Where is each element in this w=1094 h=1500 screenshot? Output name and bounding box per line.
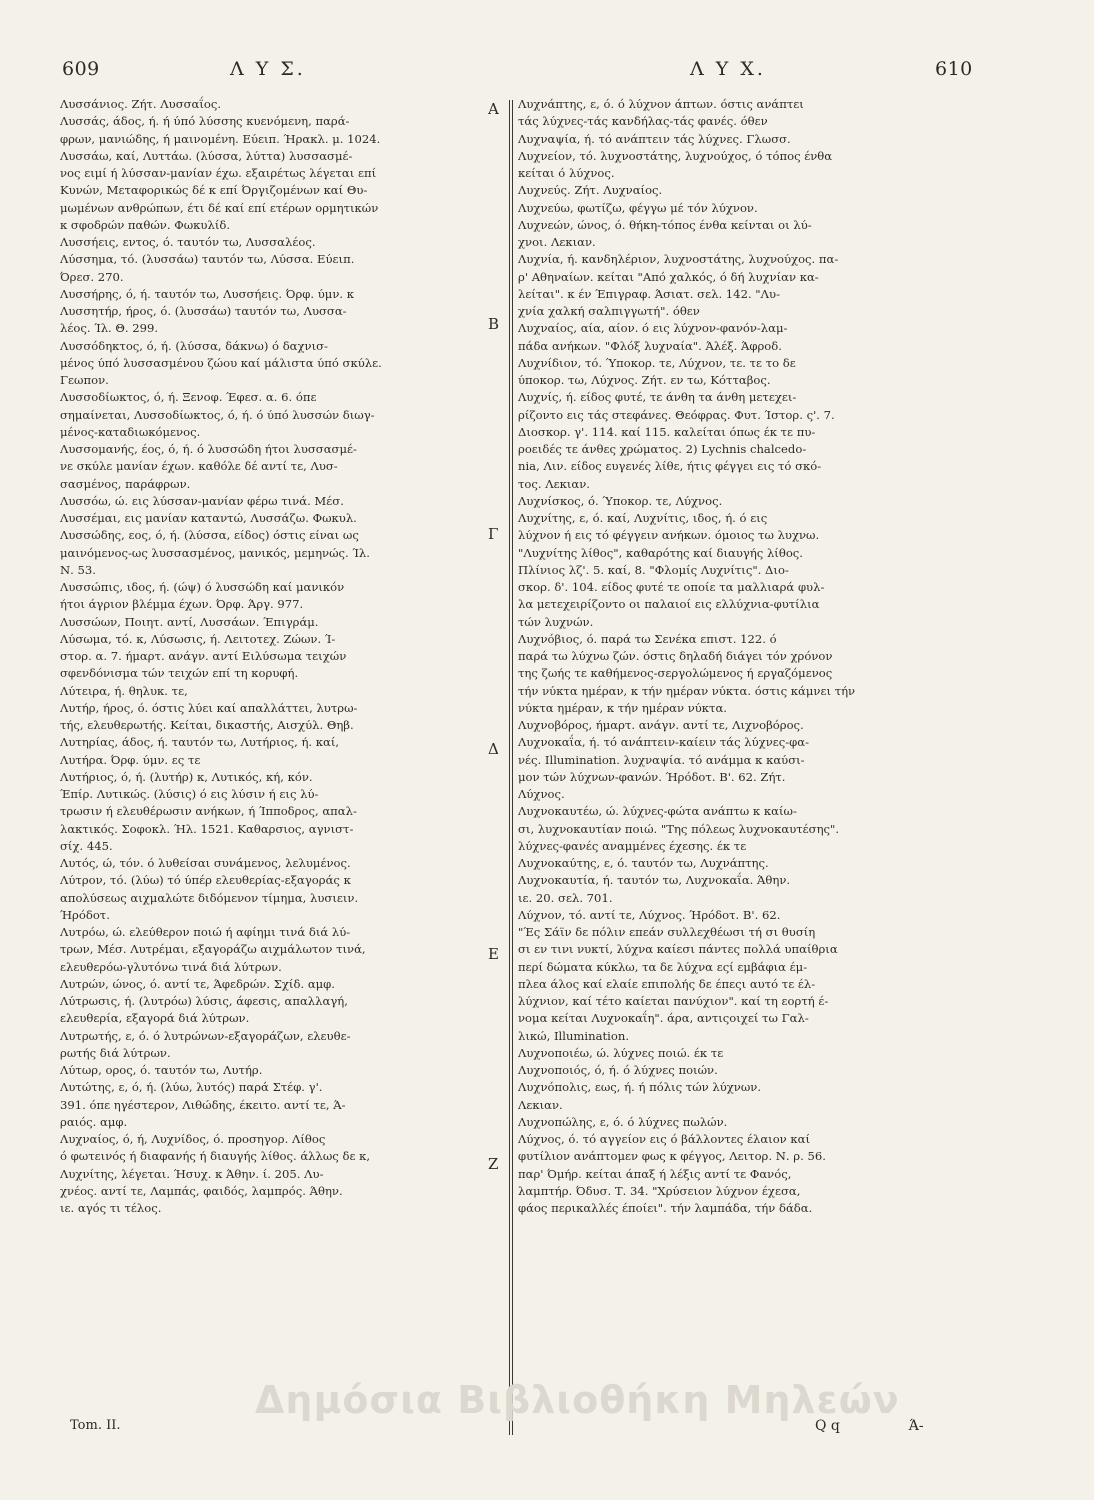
- text-line: Λύσσημα, τό. (λυσσάω) ταυτόν τω, Λύσσα. Εύειπ.: [60, 252, 355, 267]
- text-line: Λυσσομανής, έος, ό, ή. ό λυσσώδη ήτοι λυσσασμέ-: [60, 442, 357, 456]
- catchword: Ά-: [908, 1418, 924, 1434]
- running-head-right: Λ Υ Χ.: [690, 58, 766, 80]
- text-line: νύκτα ημέραν, κ τήν ημέραν νύκτα.: [518, 700, 727, 715]
- text-line: πάδα ανήκων. "Φλόξ λυχναία". Άλέξ. Άφροδ.: [518, 338, 782, 353]
- text-line: περί δώματα κύκλω, τα δε λύχνα εςί εμβάφια έμ-: [518, 959, 808, 974]
- text-line: λείται". κ έν Έπιγραφ. Άσιατ. σελ. 142. "Λυ-: [518, 286, 780, 301]
- text-line: Λύχνος.: [518, 787, 565, 801]
- text-line: παρ' Όμήρ. κείται άπαξ ή λέξις αντί τε Φανός,: [518, 1166, 792, 1181]
- section-letter: Α: [488, 100, 499, 118]
- text-line: Λυχνεύω, φωτίζω, φέγγω μέ τόν λύχνον.: [518, 200, 758, 215]
- text-line: Λυχνίσκος, ό. Ύποκορ. τε, Λύχνος.: [518, 493, 723, 508]
- text-line: τρωσιν ή ελευθέρωσιν ανήκων, ή Ίπποδρος, απαλ-: [60, 804, 357, 819]
- text-line: Λύτειρα, ή. θηλυκ. τε,: [60, 683, 188, 698]
- text-line: Λυχνίτης, λέγεται. Ήσυχ. κ Άθην. ί. 205. Λυ-: [60, 1166, 324, 1181]
- section-letter: Ζ: [488, 1155, 499, 1173]
- text-line: σφενδόνισμα τών τειχών επί τη κορυφή.: [60, 666, 299, 681]
- text-line: Λύχνος, ό. τό αγγείον εις ό βάλλοντες έλαιον καί: [518, 1132, 811, 1146]
- text-line: Διοσκορ. γ'. 114. καί 115. καλείται όπως έκ τε πυ-: [518, 424, 816, 439]
- text-line: Λυχνεύς. Ζήτ. Λυχναίος.: [518, 183, 663, 198]
- text-line: Λυσσήεις, εντος, ό. ταυτόν τω, Λυσσαλέος.: [60, 235, 316, 249]
- text-line: φρων, μανιώδης, ή μαινομένη. Εύειπ. Ήρακλ. μ. 1024.: [60, 131, 381, 146]
- text-line: στορ. α. 7. ήμαρτ. ανάγν. αντί Ειλύσωμα τειχών: [60, 649, 347, 663]
- text-line: Λυχνόπολις, εως, ή. ή πόλις τών λύχνων.: [518, 1080, 762, 1095]
- text-line: Λεκιαν.: [518, 1097, 563, 1112]
- text-line: νομα κείται Λυχνοκαΐη". άρα, αντιςοιχεί τω Γαλ-: [518, 1011, 809, 1026]
- text-line: ρωτής διά λύτρων.: [60, 1045, 171, 1060]
- text-line: λακτικός. Σοφοκλ. Ήλ. 1521. Καθαρσιος, αγνιστ-: [60, 821, 354, 836]
- text-line: σίχ. 445.: [60, 838, 113, 853]
- text-line: ιε. 20. σελ. 701.: [518, 890, 613, 905]
- text-line: "Λυχνίτης λίθος", καθαρότης καί διαυγής λίθος.: [518, 545, 803, 560]
- text-line: Λυσσοδίωκτος, ό, ή. Ξενοφ. Έφεσ. α. 6. όπε: [60, 390, 317, 405]
- running-head-left: Λ Υ Σ.: [230, 58, 306, 80]
- text-line: Λυσσήρης, ό, ή. ταυτόν τω, Λυσσήεις. Όρφ. ύμν. κ: [60, 286, 354, 301]
- text-line: Λυτήριος, ό, ή. (λυτήρ) κ, Λυτικός, κή, κόν.: [60, 769, 313, 784]
- text-line: Λυχνοποιός, ό, ή. ό λύχνες ποιών.: [518, 1063, 718, 1077]
- text-line: Λυχναίος, αία, αίον. ό εις λύχνον-φανόν-λαμ-: [518, 321, 788, 336]
- text-line: μαινόμενος-ως λυσσασμένος, μανικός, μεμηνώς. Ίλ.: [60, 545, 370, 560]
- text-line: Λυτήρ, ήρος, ό. όστις λύει καί απαλλάττει, λυτρω-: [60, 700, 358, 715]
- page-number-left: 609: [62, 58, 100, 80]
- text-line: Λύσωμα, τό. κ, Λύσωσις, ή. Λειτοτεχ. Ζώων. Ί-: [60, 631, 336, 646]
- text-line: Ν. 53.: [60, 562, 96, 577]
- text-line: Λυχνόβιος, ό. παρά τω Σενέκα επιστ. 122. ό: [518, 631, 777, 646]
- text-line: Πλίνιος λζ'. 5. καί, 8. "Φλομίς Λυχνίτις". Διο-: [518, 562, 789, 577]
- text-line: Ήρόδοτ.: [60, 907, 110, 922]
- text-line: Λυσσώδης, εος, ό, ή. (λύσσα, είδος) όστις είναι ως: [60, 528, 359, 543]
- text-line: χνέος. αντί τε, Λαμπάς, φαιδός, λαμπρός. Άθην.: [60, 1183, 343, 1198]
- text-line: σημαίνεται, Λυσσοδίωκτος, ό, ή. ό ύπό λυσσών διωγ-: [60, 407, 375, 422]
- text-line: Λυχναίος, ό, ή, Λυχνίδος, ό. προσηγορ. Λίθος: [60, 1132, 326, 1146]
- text-line: τών λυχνών.: [518, 614, 594, 629]
- text-line: Λυσσώων, Ποιητ. αντί, Λυσσάων. Έπιγράμ.: [60, 614, 319, 629]
- text-line: λύχνον ή εις τό φέγγειν ανήκων. όμοιος τω λυχνω.: [518, 528, 820, 543]
- text-line: Λυχνοποιέω, ώ. λύχνες ποιώ. έκ τε: [518, 1045, 724, 1060]
- text-line: νος ειμί ή λύσσαν-μανίαν έχω. εξαιρέτως λέγεται επί: [60, 166, 377, 180]
- text-line: σασμένος, παράφρων.: [60, 476, 191, 491]
- text-line: τάς λύχνες-τάς κανδήλας-τάς φανές. όθεν: [518, 114, 768, 129]
- text-line: φυτίλιον ανάπτομεν φως κ φέγγος, Λειτορ. Ν. ρ. 56.: [518, 1149, 826, 1164]
- text-line: Λυχνοκαΐα, ή. τό ανάπτειν-καίειν τάς λύχνες-φα-: [518, 735, 810, 750]
- text-line: Λυσσητήρ, ήρος, ό. (λυσσάω) ταυτόν τω, Λυσσα-: [60, 304, 347, 318]
- section-letter: Ε: [488, 945, 499, 963]
- signature-mark: Q q: [815, 1418, 840, 1434]
- text-line: ήτοι άγριον βλέμμα έχων. Όρφ. Άργ. 977.: [60, 597, 304, 612]
- text-line: τρων, Μέσ. Λυτρέμαι, εξαγοράζω αιχμάλωτον τινά,: [60, 942, 366, 957]
- text-line: ό φωτεινός ή διαφανής ή διαυγής λίθος. άλλως δε κ,: [60, 1149, 371, 1164]
- text-line: μωμένων ανθρώπων, έτι δέ καί επί ετέρων ορμητικών: [60, 200, 379, 215]
- text-line: Λυχνάπτης, ε, ό. ό λύχνον άπτων. όστις ανάπτει: [518, 97, 804, 111]
- text-line: σι εν τινι νυκτί, λύχνα καίεσι πάντες πολλά υπαίθρια: [518, 942, 838, 957]
- text-line: Λυχνοβόρος, ήμαρτ. ανάγν. αντί τε, Λιχνοβόρος.: [518, 718, 804, 732]
- text-line: Λυσσώπις, ιδος, ή. (ώψ) ό λυσσώδη καί μανικόν: [60, 580, 345, 594]
- text-line: ροειδές τε άνθες χρώματος. 2) Lychnis chalcedo-: [518, 442, 807, 456]
- text-line: Λυτήρα. Όρφ. ύμν. ες τε: [60, 752, 201, 767]
- text-line: Λύτρον, τό. (λύω) τό ύπέρ ελευθερίας-εξαγοράς κ: [60, 873, 351, 888]
- text-line: Λυχνίτης, ε, ό. καί, Λυχνίτις, ιδος, ή. ό εις: [518, 511, 768, 525]
- text-line: ιε. αγός τι τέλος.: [60, 1201, 162, 1215]
- text-line: χνοι. Λεκιαν.: [518, 235, 596, 249]
- text-line: σι, λυχνοκαυτίαν ποιώ. "Της πόλεως λυχνοκαυτέσης".: [518, 821, 840, 836]
- text-line: Λυχνεών, ώνος, ό. θήκη-τόπος ένθα κείνται οι λύ-: [518, 217, 812, 232]
- text-line: Λυχνίδιον, τό. Ύποκορ. τε, Λύχνον, τε. τε το δε: [518, 355, 796, 370]
- section-letter: Δ: [488, 740, 499, 758]
- text-line: Λυσσόδηκτος, ό, ή. (λύσσα, δάκνω) ό δαχνισ-: [60, 338, 328, 353]
- section-letter: Β: [488, 315, 500, 333]
- text-line: λαμπτήρ. Όδυσ. Τ. 34. "Χρύσειον λύχνον έχεσα,: [518, 1183, 801, 1198]
- text-line: Λυχνία, ή. κανδηλέριον, λυχνοστάτης, λυχνούχος. πα-: [518, 252, 839, 267]
- text-line: 391. όπε ηγέστερον, Λιθώδης, έκειτο. αντί τε, Ά-: [60, 1097, 346, 1112]
- text-line: Λυτός, ώ, τόν. ό λυθείσαι συνάμενος, λελυμένος.: [60, 856, 351, 870]
- text-line: Λυτρωτής, ε, ό. ό λυτρώνων-εξαγοράζων, ελευθε-: [60, 1028, 351, 1043]
- text-line: μένος-καταδιωκόμενος.: [60, 424, 201, 439]
- text-line: Λυσσέμαι, εις μανίαν καταντώ, Λυσσάζω. Φωκυλ.: [60, 511, 357, 525]
- text-line: Λύχνον, τό. αντί τε, Λύχνος. Ήρόδοτ. Β'. 62.: [518, 907, 781, 922]
- text-line: Λυσσάνιος. Ζήτ. Λυσσαΐος.: [60, 97, 222, 111]
- text-line: παρά τω λύχνω ζών. όστις δηλαδή διάγει τόν χρόνον: [518, 649, 833, 663]
- text-line: Λυσσάω, καί, Λυττάω. (λύσσα, λύττα) λυσσασμέ-: [60, 148, 353, 163]
- text-line: ελευθερία, εξαγορά διά λύτρων.: [60, 1011, 250, 1026]
- text-line: nia, Λιν. είδος ευγενές λίθε, ήτις φέγγει εις τό σκό-: [518, 459, 822, 474]
- text-line: μένος ύπό λυσσασμένου ζώου καί μάλιστα ύπό σκύλε.: [60, 355, 382, 370]
- library-watermark: Δημόσια Βιβλιοθήκη Μηλεών: [255, 1378, 900, 1422]
- text-line: Κυνών, Μεταφορικώς δέ κ επί Όργιζομένων καί Θυ-: [60, 183, 368, 198]
- text-line: μον τών λύχνων-φανών. Ήρόδοτ. Β'. 62. Ζήτ.: [518, 769, 786, 784]
- column-rule: [509, 100, 510, 1435]
- text-line: τήν νύκτα ημέραν, κ τήν ημέραν νύκτα. όστις κάμνει τήν: [518, 683, 856, 698]
- text-line: ραιός. αμφ.: [60, 1114, 128, 1129]
- text-line: Γεωπον.: [60, 373, 109, 387]
- text-line: Λυχνοκαύτης, ε, ό. ταυτόν τω, Λυχνάπτης.: [518, 856, 769, 870]
- text-line: νε σκύλε μανίαν έχων. καθόλε δέ αντί τε, Λυσ-: [60, 459, 338, 474]
- text-line: Λύτωρ, ορος, ό. ταυτόν τω, Λυτήρ.: [60, 1063, 263, 1077]
- text-line: λύχνιον, καί τέτο καίεται πανύχιον". καί τη εορτή έ-: [518, 994, 829, 1008]
- text-line: λέος. Ίλ. Θ. 299.: [60, 321, 159, 336]
- text-line: ρίζοντο εις τάς στεφάνες. Θεόφρας. Φυτ. Ίστορ. ς'. 7.: [518, 407, 835, 422]
- text-line: χνία χαλκή σαλπιγγωτή". όθεν: [518, 304, 700, 318]
- page-number-right: 610: [935, 58, 973, 80]
- text-line: τος. Λεκιαν.: [518, 476, 590, 491]
- text-line: ύποκορ. τω, Λύχνος. Ζήτ. εν τω, Κότταβος.: [518, 373, 771, 387]
- left-column: [60, 96, 476, 1217]
- text-line: Λυτώτης, ε, ό, ή. (λύω, λυτός) παρά Στέφ. γ'.: [60, 1080, 323, 1095]
- text-line: Λυχνίς, ή. είδος φυτέ, τε άνθη τα άνθη μετεχει-: [518, 390, 797, 405]
- text-line: κ σφοδρών παθών. Φωκυλίδ.: [60, 217, 231, 232]
- text-line: νές. Illumination. λυχναψία. τό ανάμμα κ καύσι-: [518, 752, 805, 767]
- text-line: Λυτρών, ώνος, ό. αντί τε, Άφεδρών. Σχίδ. αμφ.: [60, 976, 335, 991]
- text-line: Λυτηρίας, άδος, ή. ταυτόν τω, Λυτήριος, ή. καί,: [60, 735, 340, 750]
- text-line: λύχνες-φανές αναμμένες έχεσης. έκ τε: [518, 838, 747, 853]
- text-line: Λυχνοκαυτία, ή. ταυτόν τω, Λυχνοκαΐα. Άθην.: [518, 873, 791, 888]
- text-line: Όρεσ. 270.: [60, 269, 124, 284]
- text-line: πλεα άλος καί ελαίε επιπολής δε έπεςι αυτό τε έλ-: [518, 976, 816, 991]
- text-line: τής, ελευθερωτής. Κείται, δικαστής, Αισχύλ. Θηβ.: [60, 718, 354, 732]
- right-column: [518, 96, 954, 1217]
- text-line: Λυτρόω, ώ. ελεύθερον ποιώ ή αφίημι τινά διά λύ-: [60, 925, 351, 939]
- column-rule: [512, 100, 513, 1435]
- text-line: απολύσεως αιχμαλώτε διδόμενον τίμημα, λυσιειν.: [60, 890, 359, 905]
- text-line: Λύτρωσις, ή. (λυτρόω) λύσις, άφεσις, απαλλαγή,: [60, 994, 348, 1008]
- text-line: ρ' Αθηναίων. κείται "Από χαλκός, ό δή λυχνίαν κα-: [518, 269, 819, 284]
- text-line: Λυσσόω, ώ. εις λύσσαν-μανίαν φέρω τινά. Μέσ.: [60, 493, 344, 508]
- volume-label: Tom. II.: [70, 1418, 121, 1433]
- text-line: Λυχναψία, ή. τό ανάπτειν τάς λύχνες. Γλωσσ.: [518, 131, 791, 146]
- section-letter: Γ: [488, 525, 499, 543]
- text-line: Λυχνοκαυτέω, ώ. λύχνες-φώτα ανάπτω κ καίω-: [518, 804, 797, 819]
- text-line: της ζωής τε καθήμενος-σεργολώμενος ή εργαζόμενος: [518, 666, 833, 681]
- text-line: σκορ. δ'. 104. είδος φυτέ τε οποίε τα μαλλιαρά φυλ-: [518, 580, 825, 594]
- text-line: "Ές Σάϊν δε πόλιν επεάν συλλεχθέωσι τή σι θυσίη: [518, 925, 816, 939]
- text-line: λα μετεχειρίζοντο οι παλαιοί εις ελλύχνια-φυτίλια: [518, 597, 820, 612]
- text-line: ελευθερόω-γλυτόνω τινά διά λύτρων.: [60, 959, 282, 974]
- text-line: Έπίρ. Λυτικώς. (λύσις) ό εις λύσιν ή εις λύ-: [60, 787, 319, 801]
- text-line: Λυχνείον, τό. λυχνοστάτης, λυχνούχος, ό τόπος ένθα: [518, 148, 833, 163]
- text-line: Λυχνοπώλης, ε, ό. ό λύχνες πωλών.: [518, 1114, 728, 1129]
- text-line: κείται ό λύχνος.: [518, 166, 615, 180]
- text-line: Λυσσάς, άδος, ή. ή ύπό λύσσης κυενόμενη, παρά-: [60, 114, 350, 129]
- text-line: φάος περικαλλές έποίει". τήν λαμπάδα, τήν δάδα.: [518, 1201, 813, 1215]
- text-line: λικώ, Illumination.: [518, 1028, 630, 1043]
